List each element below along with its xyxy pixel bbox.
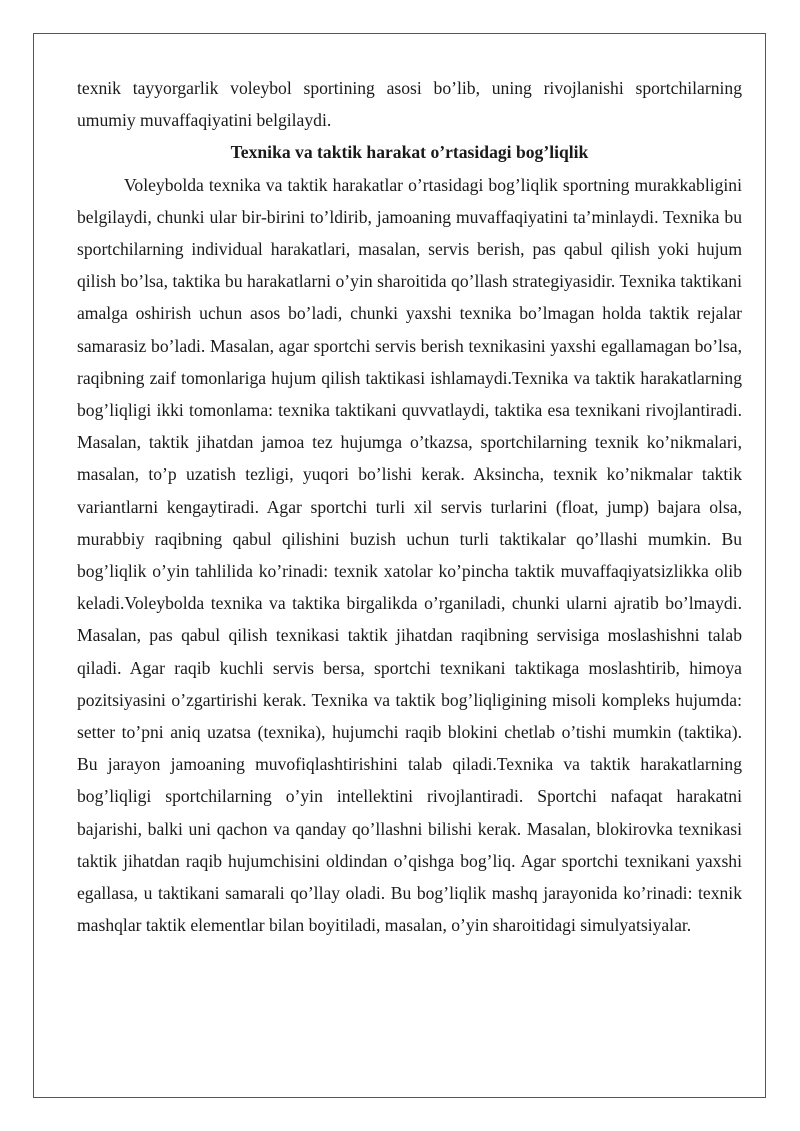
intro-paragraph: texnik tayyorgarlik voleybol sportining asosi bo’lib, uning rivojlanishi sportchilarning umumiy muvaffaqiyatini belgilaydi.: [77, 78, 742, 131]
section-heading: Texnika va taktik harakat o’rtasidagi bog’liqlik: [230, 142, 589, 163]
document-body: [77, 72, 742, 941]
body-paragraph: Voleybolda texnika va taktik harakatlar o’rtasidagi bog’liqlik sportning murakkabligini belgilaydi, chunki ular bir-birini to’ldirib, jamoaning muvaffaqiyatini ta’minlaydi. Texnika bu sportchilarning individual harakatlari, masalan, servis berish, pas qabul qilish yoki hujum qilish bo’lsa, taktika bu harakatlarni o’yin sharoitida qo’llash strategiyasidir. Texnika taktikani amalga oshirish uchun asos bo’ladi, chunki yaxshi texnika bo’lmagan holda taktik rejalar samarasiz bo’ladi. Masalan, agar sportchi servis berish texnikasini yaxshi egallamagan bo’lsa, raqibning zaif tomonlariga hujum qilish taktikasi ishlamaydi.Texnika va taktik harakatlarning bog’liqligi ikki tomonlama: texnika taktikani quvvatlaydi, taktika esa texnikani rivojlantiradi. Masalan, taktik jihatdan jamoa tez hujumga o’tkazsa, sportchilarning texnik ko’nikmalari, masalan, to’p uzatish tezligi, yuqori bo’lishi kerak. Aksincha, texnik ko’nikmalar taktik variantlarni kengaytiradi. Agar sportchi turli xil servis turlarini (float, jump) bajara olsa, murabbiy raqibning qabul qilishini buzish uchun turli taktikalar qo’llashi mumkin. Bu bog’liqlik o’yin tahlilida ko’rinadi: texnik xatolar ko’pincha taktik muvaffaqiyatsizlikka olib keladi.Voleybolda texnika va taktika birgalikda o’rganiladi, chunki ularni ajratib bo’lmaydi. Masalan, pas qabul qilish texnikasi taktik jihatdan raqibning servisiga moslashishni talab qiladi. Agar raqib kuchli servis bersa, sportchi texnikani taktikaga moslashtirib, himoya pozitsiyasini o’zgartirishi kerak. Texnika va taktik bog’liqligining misoli kompleks hujumda: setter to’pni aniq uzatsa (texnika), hujumchi raqib blokini chetlab o’tishi mumkin (taktika). Bu jarayon jamoaning muvofiqlashtirishini talab qiladi.Texnika va taktik harakatlarning bog’liqligi sportchilarning o’yin intellektini rivojlantiradi. Sportchi nafaqat harakatni bajarishi, balki uni qachon va qanday qo’llashni bilishi kerak. Masalan, blokirovka texnikasi taktik jihatdan raqib hujumchisini oldindan o’qishga bog’liq. Agar sportchi texnikani yaxshi egallasa, u taktikani samarali qo’llay oladi. Bu bog’liqlik mashq jarayonida ko’rinadi: texnik mashqlar taktik elementlar bilan boyitiladi, masalan, o’yin sharoitidagi simulyatsiyalar.: [77, 174, 742, 936]
